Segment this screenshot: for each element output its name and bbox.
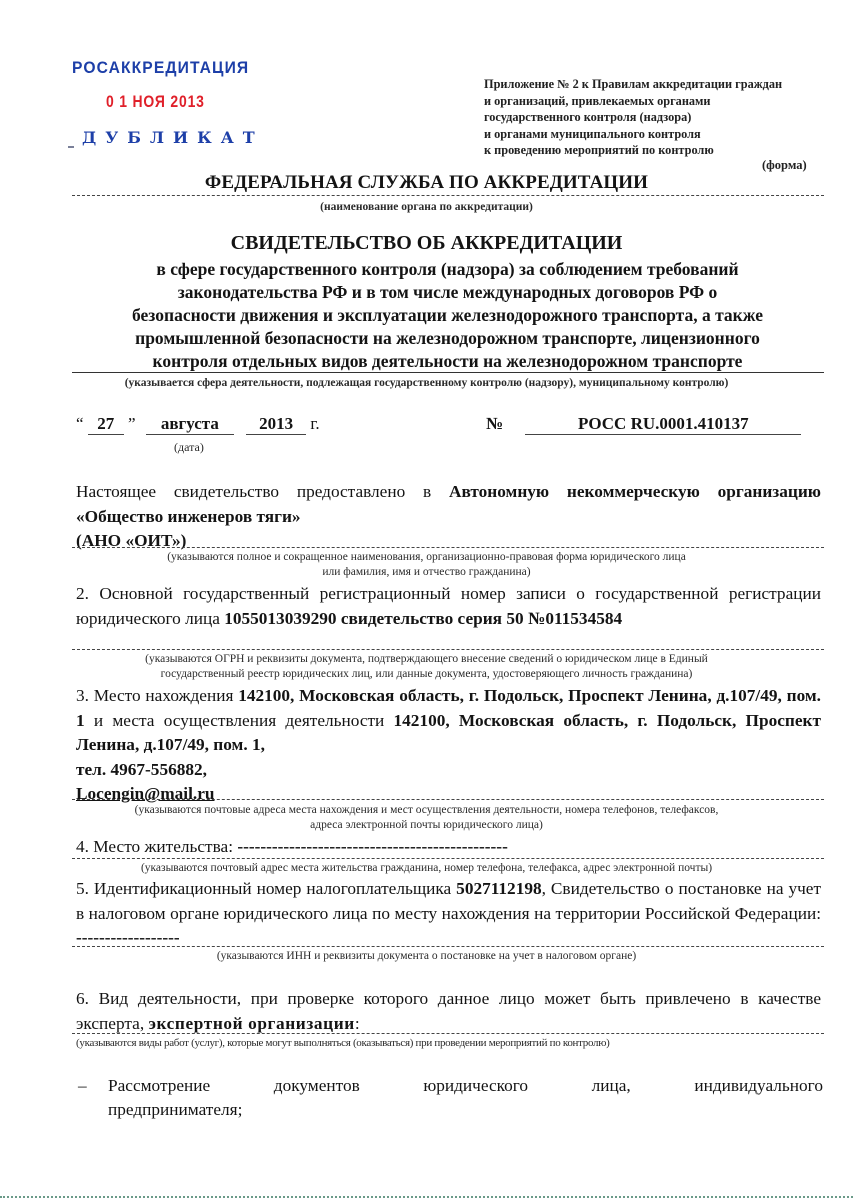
expert-organization: экспертной организации xyxy=(148,1013,355,1033)
duplicate-stamp: ДУБЛИКАТ xyxy=(82,128,264,147)
registration-certificate: свидетельство серия 50 №011534584 xyxy=(340,608,623,628)
caption-line: государственный реестр юридических лиц, или данные документа, удостоверяющего личность гражданина) xyxy=(160,668,693,680)
divider xyxy=(72,858,824,859)
section-6-text: 6. Вид деятельности, при проверке которого данное лицо может быть привлечено в качестве эксперта, xyxy=(76,989,821,1033)
section-2 xyxy=(76,582,821,631)
date-day: 27 xyxy=(88,414,124,435)
close-quote: ” xyxy=(128,414,136,433)
appendix-line: и организаций, привлекаемых органами xyxy=(484,93,711,108)
divider xyxy=(72,946,824,947)
scope-line: промышленной безопасности на железнодорожном транспорте, лицензионного xyxy=(135,328,760,348)
agency-name: ФЕДЕРАЛЬНАЯ СЛУЖБА ПО АККРЕДИТАЦИИ xyxy=(204,172,649,193)
scope-line: законодательства РФ и в том числе международных договоров РФ о xyxy=(177,282,718,302)
scope-caption: (указывается сфера деятельности, подлежащая государственному контролю (надзору), муниципальному контролю) xyxy=(124,377,729,389)
caption-line: адреса электронной почты юридического лица) xyxy=(310,819,543,831)
section-1-caption xyxy=(0,550,853,580)
issue-date xyxy=(76,414,320,435)
section-1-prefix: Настоящее свидетельство предоставлено в xyxy=(76,482,449,501)
legal-address: 142100, Московская область, г. Подольск, Проспект Ленина, д.107/49, пом. 1 xyxy=(76,686,821,730)
activity-item-line2: предпринимателя; xyxy=(108,1100,243,1119)
inn-value: 5027112198 xyxy=(456,879,542,898)
section-3 xyxy=(76,684,821,807)
certificate-title: СВИДЕТЕЛЬСТВО ОБ АККРЕДИТАЦИИ xyxy=(230,232,623,254)
open-quote: “ xyxy=(76,414,84,433)
section-3-label: 3. Место нахождения xyxy=(76,686,239,705)
section-6 xyxy=(76,987,821,1036)
caption-line: (указываются почтовые адреса места нахождения и мест осуществления деятельности, номера телефонов, телефаксов, xyxy=(134,804,719,816)
section-4 xyxy=(76,835,821,860)
date-month: августа xyxy=(146,414,234,435)
section-6-caption: (указываются виды работ (услуг), которые могут выполняться (оказываться) при проведении мероприятий по контролю) xyxy=(76,1037,610,1049)
colon: : xyxy=(354,1013,360,1033)
residence-value: ----------------------------------------------- xyxy=(237,837,508,856)
number-label: № xyxy=(486,414,504,433)
caption-line: (указываются полное и сокращенное наименования, организационно-правовая форма юридического лица xyxy=(167,551,686,563)
divider xyxy=(72,649,824,650)
certificate-scope xyxy=(80,258,815,373)
section-3-middle: и места осуществления деятельности xyxy=(84,710,394,730)
ogrn-value: 1055013039290 xyxy=(224,608,337,628)
scope-line: безопасности движения и эксплуатации железнодорожного транспорта, а также xyxy=(132,305,763,325)
date-caption: (дата) xyxy=(174,440,204,454)
activity-address: 142100, Московская область, г. Подольск, Проспект Ленина, д.107/49, пом. 1, xyxy=(76,710,821,754)
tax-registration-value: ------------------ xyxy=(76,928,180,947)
number-value: РОСС RU.0001.410137 xyxy=(525,414,801,435)
divider xyxy=(72,372,824,373)
divider xyxy=(72,799,824,800)
section-4-label: 4. Место жительства: xyxy=(76,837,238,856)
page-bottom-edge xyxy=(0,1196,853,1198)
date-year: 2013 xyxy=(246,414,306,435)
section-5 xyxy=(76,877,821,951)
divider xyxy=(72,195,824,196)
section-2-caption xyxy=(0,652,853,682)
stamp-mark xyxy=(68,146,74,148)
organization-full-name: Автономную некоммерческую организацию «Общество инженеров тяги» xyxy=(76,482,821,526)
appendix-line: и органами муниципального контроля xyxy=(484,126,701,141)
appendix-note xyxy=(484,76,782,159)
certificate-number xyxy=(486,414,801,435)
stamp-date: 0 1 НОЯ 2013 xyxy=(106,92,205,111)
dash-bullet: – xyxy=(78,1076,87,1095)
section-4-caption: (указываются почтовый адрес места жительства гражданина, номер телефона, телефакса, адрес электронной почты) xyxy=(140,862,713,874)
rosakkreditatsiya-stamp: РОСАККРЕДИТАЦИЯ xyxy=(72,58,250,77)
section-5-caption: (указываются ИНН и реквизиты документа о постановке на учет в налоговом органе) xyxy=(216,950,637,962)
activity-item-line1: Рассмотрение документов юридического лица, индивидуального xyxy=(108,1076,823,1095)
form-label: (форма) xyxy=(762,158,807,172)
divider xyxy=(72,547,824,548)
section-2-text: 2. Основной государственный регистрационный номер записи о государственной регистрации юридического лица xyxy=(76,584,821,628)
phone-number: тел. 4967-556882, xyxy=(76,759,207,779)
section-5-label: 5. Идентификационный номер налогоплательщика xyxy=(76,879,457,898)
agency-caption: (наименование органа по аккредитации) xyxy=(320,201,533,213)
section-3-caption xyxy=(0,803,853,833)
appendix-line: Приложение № 2 к Правилам аккредитации граждан xyxy=(484,77,783,91)
section-1 xyxy=(76,480,821,554)
appendix-line: к проведению мероприятий по контролю xyxy=(484,143,714,157)
divider xyxy=(72,1033,824,1034)
caption-line: или фамилия, имя и отчество гражданина) xyxy=(322,566,531,578)
caption-line: (указываются ОГРН и реквизиты документа, подтверждающего внесение сведений о юридическом лице в Единый xyxy=(145,653,708,665)
organization-short-name: (АНО «ОИТ») xyxy=(76,531,187,550)
scope-line: контроля отдельных видов деятельности на железнодорожном транспорте xyxy=(152,351,743,371)
scope-line: в сфере государственного контроля (надзора) за соблюдением требований xyxy=(156,259,739,279)
email-link[interactable]: Locengin@mail.ru xyxy=(76,784,215,803)
year-suffix: г. xyxy=(310,414,320,433)
appendix-line: государственного контроля (надзора) xyxy=(484,110,692,124)
section-5-rest: , Свидетельство о постановке на учет в налоговом органе юридического лица по месту нахождения на территории Российской Федерации: xyxy=(76,879,821,923)
